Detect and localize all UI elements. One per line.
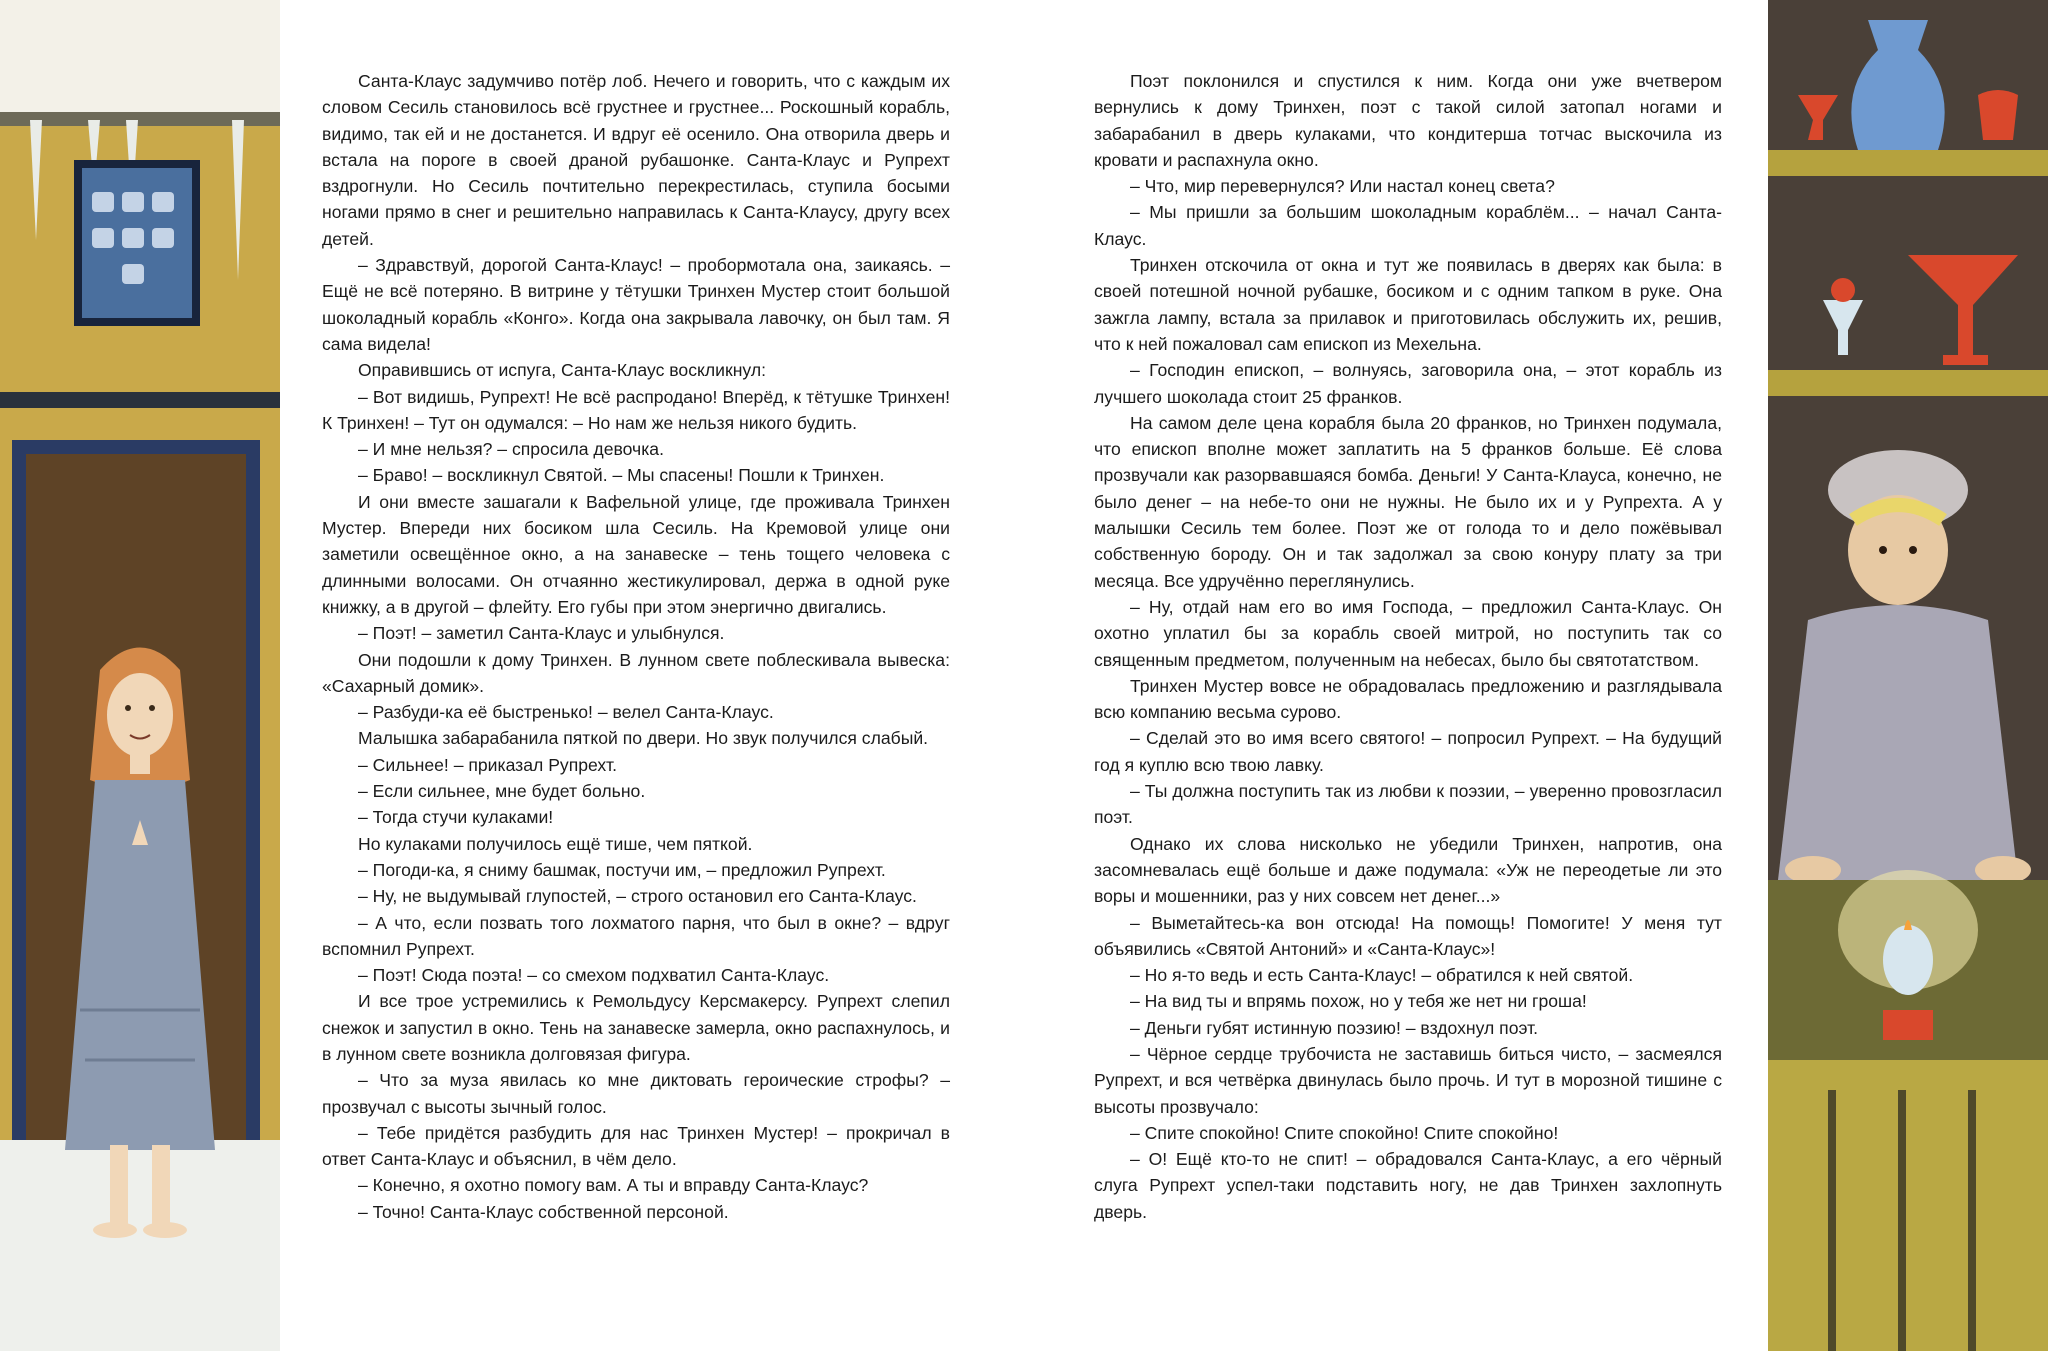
paragraph: – Браво! – воскликнул Святой. – Мы спасены! Пошли к Тринхен. (358, 465, 885, 486)
paragraph: – Что за муза явилась ко мне диктовать героические строфы? – прозвучал с высоты зычный голос. (322, 1070, 950, 1117)
paragraph: Однако их слова нисколько не убедили Тринхен, напротив, она засомневалась ещё больше и даже подумала: «Уж не переодетые ли это воры и мошенники, раз у них совсем нет денег...» (1094, 833, 1722, 907)
roof-snow (0, 0, 280, 112)
paragraph: – Если сильнее, мне будет больно. (358, 781, 646, 802)
paragraph: – Но я-то ведь и есть Санта-Клаус! – обратился к ней святой. (1130, 965, 1634, 986)
paragraph: – Господин епископ, – волнуясь, заговорила она, – этот корабль из лучшего шоколада стоит 25 франков. (1094, 360, 1722, 407)
paragraph: – Разбуди-ка её быстренько! – велел Санта-Клаус. (358, 702, 774, 723)
paragraph: – Вот видишь, Рупрехт! Не всё распродано! Вперёд, к тётушке Тринхен! К Тринхен! – Тут он одумался: – Но нам же нельзя никого будить. (322, 386, 950, 433)
paragraph: – Поэт! Сюда поэта! – со смехом подхватил Санта-Клаус. (358, 965, 830, 986)
paragraph: Тринхен отскочила от окна и тут же появилась в дверях как была: в своей потешной ночной рубашке, босиком и с одним тапком в руке. Она зажгла лампу, встала за прилавок и приготовилась обслужить их, решив, что к ней пожаловал сам епископ из Мехельна. (1094, 255, 1722, 354)
text-column-right (1094, 68, 1722, 1225)
paragraph: – Ну, отдай нам его во имя Господа, – предложил Санта-Клаус. Он охотно уплатил бы за корабль своей митрой, но поступить так со священным предметом, полученным на небесах, было бы святотатством. (1094, 596, 1722, 670)
girl-figure (40, 630, 240, 1260)
paragraph: На самом деле цена корабля была 20 франков, но Тринхен подумала, что епископ вполне может заплатить на 5 франков больше. Её слова прозвучали как разорвавшаяся бомба. Деньги! У Санта-Клауса, конечно, не было денег – на небе-то они не нужны. Не было их и у Рупрехта. А у малышки Сесиль тем более. Поэт же от голода то и дело пожёвывал собственную бороду. Он и так задолжал за свою конуру плату за три месяца. Все удручённо переглянулись. (1094, 412, 1722, 591)
paragraph: – Конечно, я охотно помогу вам. А ты и вправду Санта-Клаус? (358, 1175, 869, 1196)
paragraph: И они вместе зашагали к Вафельной улице, где проживала Тринхен Мустер. Впереди них босиком шла Сесиль. На Кремовой улице они заметили освещённое окно, а на занавеске – тень тощего человека с длинными волосами. Он отчаянно жестикулировал, держа в одной руке книжку, а в другой – флейту. Его губы при этом энергично двигались. (322, 491, 950, 617)
paragraph: – Выметайтесь-ка вон отсюда! На помощь! Помогите! У меня тут объявились «Святой Антоний» и «Санта-Клаус»! (1094, 912, 1722, 959)
paragraph: Малышка забарабанила пяткой по двери. Но звук получился слабый. (358, 728, 929, 749)
paragraph: – Ты должна поступить так из любви к поэзии, – уверенно провозгласил поэт. (1094, 781, 1722, 828)
icicle (232, 120, 244, 280)
paragraph: – Тогда стучи кулаками! (358, 807, 554, 828)
paragraph: – Что, мир перевернулся? Или настал конец света? (1130, 176, 1555, 197)
counter-front (1768, 1060, 2048, 1351)
house-window (74, 160, 200, 326)
paragraph: – На вид ты и впрямь похож, но у тебя же нет ни гроша! (1130, 991, 1587, 1012)
wall-beam (0, 392, 280, 408)
paragraph: Поэт поклонился и спустился к ним. Когда они уже вчетвером вернулись к дому Тринхен, поэт с такой силой затопал ногами и забарабанил в дверь кулаками, что кондитерша тотчас выскочила из кровати и распахнула окно. (1094, 71, 1722, 170)
oil-lamp (1828, 840, 1988, 1060)
icicle (30, 120, 42, 240)
paragraph: И все трое устремились к Ремольдусу Керсмакерсу. Рупрехт слепил снежок и запустил в окно. Тень на занавеске замерла, окно распахнулось, и в лунном свете возникла долговязая фигура. (322, 991, 950, 1064)
paragraph: – Чёрное сердце трубочиста не заставишь биться чисто, – засмеялся Рупрехт, и вся четвёрка двинулась было прочь. И тут в морозной тишине с высоты прозвучало: (1094, 1043, 1722, 1117)
paragraph: Санта-Клаус задумчиво потёр лоб. Нечего и говорить, что с каждым их словом Сесиль становилось всё грустнее и грустнее... Роскошный корабль, видимо, так ей и не достанется. И вдруг её осенило. Она отворила дверь и встала на пороге в своей драной рубашонке. Санта-Клаус и Рупрехт вздрогнули. Но Сесиль почтительно перекрестилась, ступила босыми ногами прямо в снег и решительно направилась к Санта-Клаусу, другу всех детей. (322, 71, 950, 249)
paragraph: – О! Ещё кто-то не спит! – обрадовался Санта-Клаус, а его чёрный слуга Рупрехт успел-таки подставить ногу, не дав Тринхен захлопнуть дверь. (1094, 1149, 1722, 1222)
paragraph: – Мы пришли за большим шоколадным кораблём... – начал Санта-Клаус. (1094, 202, 1722, 249)
paragraph: – Ну, не выдумывай глупостей, – строго остановил его Санта-Клаус. (358, 886, 917, 907)
paragraph: – Деньги губят истинную поэзию! – вздохнул поэт. (1130, 1017, 1539, 1038)
paragraph: – Погоди-ка, я сниму башмак, постучи им, – предложил Рупрехт. (358, 859, 886, 880)
paragraph: – А что, если позвать того лохматого парня, что был в окне? – вдруг вспомнил Рупрехт. (322, 912, 950, 959)
illustration-left-girl-at-door (0, 0, 280, 1351)
shop-wares (1768, 0, 2048, 400)
paragraph: – Сильнее! – приказал Рупрехт. (358, 754, 618, 775)
paragraph: – Точно! Санта-Клаус собственной персоной. (358, 1201, 729, 1222)
paragraph: – Поэт! – заметил Санта-Клаус и улыбнулся. (358, 623, 725, 644)
paragraph: – Спите спокойно! Спите спокойно! Спите спокойно! (1130, 1122, 1559, 1143)
paragraph: – Тебе придётся разбудить для нас Тринхен Мустер! – прокричал в ответ Санта-Клаус и объяснил, в чём дело. (322, 1122, 950, 1170)
paragraph: – И мне нельзя? – спросила девочка. (358, 439, 664, 460)
paragraph: – Здравствуй, дорогой Санта-Клаус! – пробормотала она, заикаясь. – Ещё не всё потеряно. В витрине у тётушки Тринхен Мустер стоит большой шоколадный корабль «Конго». Когда она закрывала лавочку, он был там. Я сама видела! (322, 255, 950, 354)
text-column-left (322, 68, 950, 1225)
illustration-right-baker-at-counter (1768, 0, 2048, 1351)
paragraph: Они подошли к дому Тринхен. В лунном свете поблескивала вывеска: «Сахарный домик». (322, 649, 950, 696)
paragraph: – Сделай это во имя всего святого! – попросил Рупрехт. – На будущий год я куплю всю твою лавку. (1094, 728, 1722, 775)
paragraph: Но кулаками получилось ещё тише, чем пяткой. (358, 833, 753, 854)
paragraph: Оправившись от испуга, Санта-Клаус воскликнул: (358, 360, 766, 381)
paragraph: Тринхен Мустер вовсе не обрадовалась предложению и разглядывала всю компанию весьма сурово. (1094, 675, 1722, 723)
